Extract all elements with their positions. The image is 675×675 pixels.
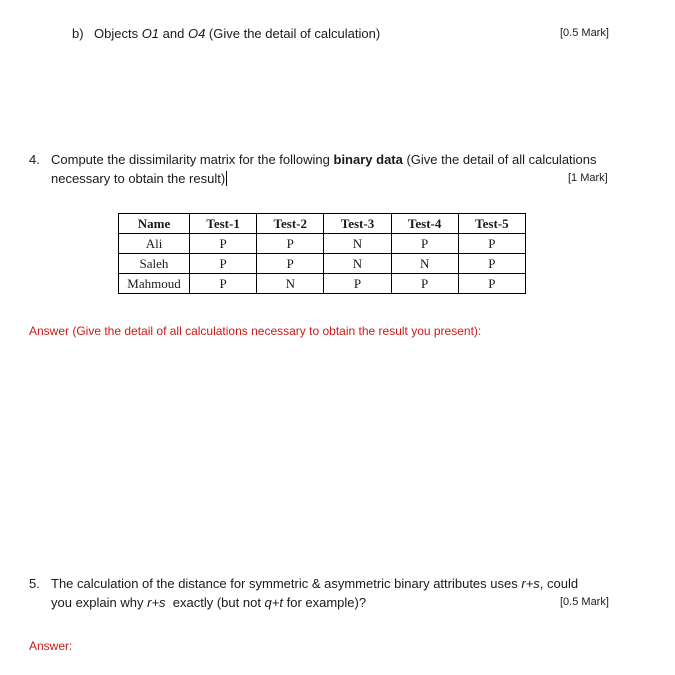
answer-4-prompt: Answer (Give the detail of all calculations necessary to obtain the result you present): xyxy=(29,324,482,338)
q4-line1 xyxy=(51,150,597,169)
table-cell: P xyxy=(458,234,525,254)
table-header: Test-4 xyxy=(391,214,458,234)
q5-text-a: The calculation of the distance for symmetric & asymmetric binary attributes uses xyxy=(51,576,522,591)
q5-expr-1: r+s xyxy=(521,576,540,591)
table-header: Name xyxy=(119,214,190,234)
table-cell: Mahmoud xyxy=(119,274,190,294)
table-header: Test-3 xyxy=(324,214,391,234)
table-cell: P xyxy=(257,234,324,254)
table-cell: Saleh xyxy=(119,254,190,274)
table-cell: N xyxy=(391,254,458,274)
table-row xyxy=(119,254,526,274)
q3b-text-a: Objects xyxy=(94,26,142,41)
q3b-object-1: O1 xyxy=(141,26,160,41)
q5-line2 xyxy=(51,593,366,612)
q5-expr-3: q+t xyxy=(264,595,283,610)
q3b-label: b) xyxy=(72,26,84,41)
q3b-text-b: and xyxy=(159,26,188,41)
table-cell: N xyxy=(257,274,324,294)
q5-expr-2: r+s xyxy=(147,595,166,610)
q5-line1 xyxy=(51,574,578,593)
table-header: Test-5 xyxy=(458,214,525,234)
table-cell: P xyxy=(190,234,257,254)
table-cell: P xyxy=(458,274,525,294)
text-cursor xyxy=(226,171,227,186)
q4-bold: binary data xyxy=(333,152,403,167)
q5-line2-c: for example)? xyxy=(282,595,367,610)
table-cell: P xyxy=(391,274,458,294)
table-row xyxy=(119,274,526,294)
q5-number: 5. xyxy=(29,576,40,591)
table-header: Test-1 xyxy=(190,214,257,234)
q4-number: 4. xyxy=(29,152,40,167)
table-cell: P xyxy=(190,254,257,274)
q4-line2-text: necessary to obtain the result) xyxy=(51,171,226,186)
q4-line2[interactable] xyxy=(51,169,227,188)
q4-text-b: (Give the detail of all calculations xyxy=(402,152,597,167)
table-row xyxy=(119,234,526,254)
table-header-row xyxy=(119,214,526,234)
q4-text-a: Compute the dissimilarity matrix for the following xyxy=(51,152,334,167)
table-cell: N xyxy=(324,254,391,274)
table-cell: P xyxy=(324,274,391,294)
q4-mark: [1 Mark] xyxy=(568,172,608,184)
table-cell: N xyxy=(324,234,391,254)
q3b-object-2: O4 xyxy=(187,26,206,41)
answer-5-prompt: Answer: xyxy=(29,639,73,653)
q3b-text-c: (Give the detail of calculation) xyxy=(205,26,381,41)
q3b-text xyxy=(94,24,380,43)
table-header: Test-2 xyxy=(257,214,324,234)
q5-line2-b: exactly (but not xyxy=(165,595,265,610)
q3b-mark: [0.5 Mark] xyxy=(560,27,609,39)
q5-line2-a: you explain why xyxy=(51,595,148,610)
table-cell: P xyxy=(190,274,257,294)
q5-text-b: , could xyxy=(539,576,579,591)
q5-mark: [0.5 Mark] xyxy=(560,596,609,608)
table-cell: P xyxy=(458,254,525,274)
binary-data-table xyxy=(118,213,526,294)
table-cell: P xyxy=(391,234,458,254)
table-cell: P xyxy=(257,254,324,274)
table-cell: Ali xyxy=(119,234,190,254)
